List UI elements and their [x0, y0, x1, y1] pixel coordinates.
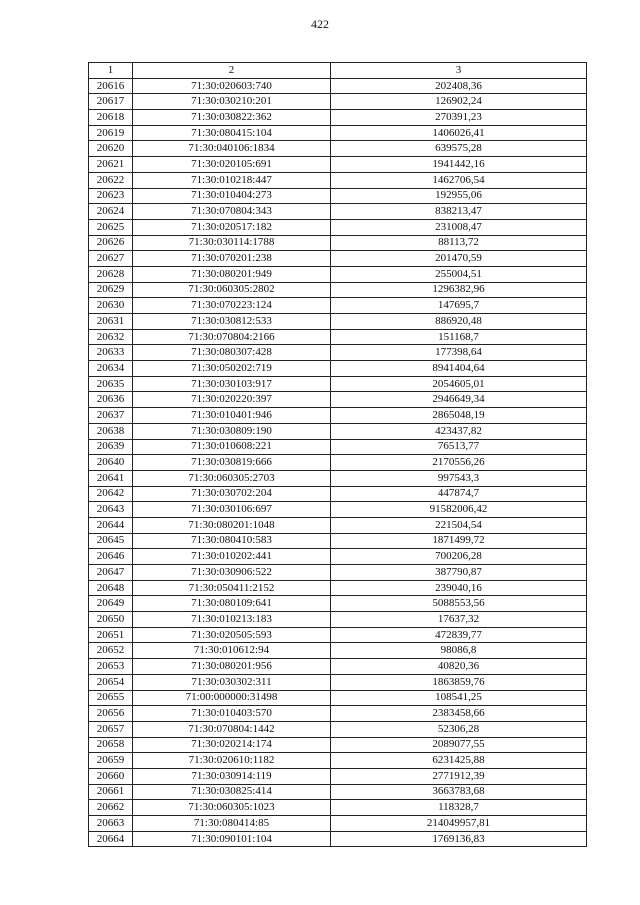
value-cell: 214049957,81: [331, 816, 587, 832]
table-row: [89, 423, 587, 439]
row-number-cell: 20623: [89, 188, 133, 204]
table-row: [89, 580, 587, 596]
value-cell: 423437,82: [331, 423, 587, 439]
cadastral-number-cell: 71:30:030809:190: [133, 423, 331, 439]
table-row: [89, 690, 587, 706]
row-number-cell: 20628: [89, 266, 133, 282]
value-cell: 2170556,26: [331, 455, 587, 471]
table-row: [89, 361, 587, 377]
row-number-cell: 20646: [89, 549, 133, 565]
table-row: [89, 768, 587, 784]
cadastral-number-cell: 71:30:010202:441: [133, 549, 331, 565]
table-row: [89, 204, 587, 220]
row-number-cell: 20630: [89, 298, 133, 314]
cadastral-number-cell: 71:30:030812:533: [133, 314, 331, 330]
value-cell: 2089077,55: [331, 737, 587, 753]
cadastral-number-cell: 71:30:080109:641: [133, 596, 331, 612]
table-row: [89, 706, 587, 722]
table-row: [89, 172, 587, 188]
value-cell: 239040,16: [331, 580, 587, 596]
value-cell: 1462706,54: [331, 172, 587, 188]
table-row: [89, 816, 587, 832]
row-number-cell: 20637: [89, 408, 133, 424]
cadastral-number-cell: 71:30:030825:414: [133, 784, 331, 800]
cadastral-number-cell: 71:30:020220:397: [133, 392, 331, 408]
row-number-cell: 20633: [89, 345, 133, 361]
table-row: [89, 235, 587, 251]
table-row: [89, 345, 587, 361]
row-number-cell: 20634: [89, 361, 133, 377]
table-row: [89, 110, 587, 126]
cadastral-number-cell: 71:30:040106:1834: [133, 141, 331, 157]
cadastral-number-cell: 71:30:080201:1048: [133, 517, 331, 533]
row-number-cell: 20644: [89, 517, 133, 533]
cadastral-number-cell: 71:30:070804:1442: [133, 721, 331, 737]
row-number-cell: 20636: [89, 392, 133, 408]
value-cell: 221504,54: [331, 517, 587, 533]
cadastral-number-cell: 71:30:010404:273: [133, 188, 331, 204]
value-cell: 76513,77: [331, 439, 587, 455]
row-number-cell: 20660: [89, 768, 133, 784]
table-row: [89, 784, 587, 800]
value-cell: 2865048,19: [331, 408, 587, 424]
cadastral-number-cell: 71:30:030114:1788: [133, 235, 331, 251]
cadastral-number-cell: 71:30:080415:104: [133, 125, 331, 141]
value-cell: 231008,47: [331, 219, 587, 235]
cadastral-number-cell: 71:30:010218:447: [133, 172, 331, 188]
table-row: [89, 721, 587, 737]
row-number-cell: 20653: [89, 659, 133, 675]
row-number-cell: 20654: [89, 674, 133, 690]
value-cell: 151168,7: [331, 329, 587, 345]
value-cell: 98086,8: [331, 643, 587, 659]
table-row: [89, 643, 587, 659]
row-number-cell: 20643: [89, 502, 133, 518]
table-row: [89, 125, 587, 141]
row-number-cell: 20642: [89, 486, 133, 502]
value-cell: 639575,28: [331, 141, 587, 157]
cadastral-number-cell: 71:30:080307:428: [133, 345, 331, 361]
row-number-cell: 20640: [89, 455, 133, 471]
cadastral-number-cell: 71:30:010612:94: [133, 643, 331, 659]
table-row: [89, 517, 587, 533]
table-row: [89, 157, 587, 173]
row-number-cell: 20625: [89, 219, 133, 235]
cadastral-number-cell: 71:30:030103:917: [133, 376, 331, 392]
value-cell: 8941404,64: [331, 361, 587, 377]
value-cell: 270391,23: [331, 110, 587, 126]
table-row: [89, 486, 587, 502]
table-row: [89, 266, 587, 282]
value-cell: 3663783,68: [331, 784, 587, 800]
table-row: [89, 596, 587, 612]
cadastral-number-cell: 71:30:060305:2802: [133, 282, 331, 298]
table-row: [89, 674, 587, 690]
cadastral-number-cell: 71:30:030702:204: [133, 486, 331, 502]
value-cell: 202408,36: [331, 78, 587, 94]
value-cell: 1296382,96: [331, 282, 587, 298]
row-number-cell: 20639: [89, 439, 133, 455]
cadastral-number-cell: 71:30:020505:593: [133, 627, 331, 643]
table-row: [89, 455, 587, 471]
value-cell: 700206,28: [331, 549, 587, 565]
row-number-cell: 20651: [89, 627, 133, 643]
row-number-cell: 20661: [89, 784, 133, 800]
cadastral-number-cell: 71:30:060305:1023: [133, 800, 331, 816]
header-row: [89, 63, 587, 79]
value-cell: 192955,06: [331, 188, 587, 204]
row-number-cell: 20656: [89, 706, 133, 722]
cadastral-number-cell: 71:30:080410:583: [133, 533, 331, 549]
cadastral-number-cell: 71:30:030906:522: [133, 565, 331, 581]
row-number-cell: 20620: [89, 141, 133, 157]
value-cell: 88113,72: [331, 235, 587, 251]
row-number-cell: 20648: [89, 580, 133, 596]
table-row: [89, 533, 587, 549]
cadastral-number-cell: 71:30:030822:362: [133, 110, 331, 126]
row-number-cell: 20626: [89, 235, 133, 251]
value-cell: 1863859,76: [331, 674, 587, 690]
table-row: [89, 141, 587, 157]
data-table: [88, 62, 587, 847]
table-row: [89, 502, 587, 518]
cadastral-number-cell: 71:30:030106:697: [133, 502, 331, 518]
cadastral-number-cell: 71:30:030914:119: [133, 768, 331, 784]
cadastral-number-cell: 71:30:030302:311: [133, 674, 331, 690]
value-cell: 6231425,88: [331, 753, 587, 769]
cadastral-number-cell: 71:30:030819:666: [133, 455, 331, 471]
table-row: [89, 800, 587, 816]
row-number-cell: 20649: [89, 596, 133, 612]
row-number-cell: 20650: [89, 612, 133, 628]
value-cell: 126902,24: [331, 94, 587, 110]
value-cell: 472839,77: [331, 627, 587, 643]
column-header-1: 1: [89, 63, 133, 79]
row-number-cell: 20655: [89, 690, 133, 706]
value-cell: 1769136,83: [331, 831, 587, 847]
value-cell: 1406026,41: [331, 125, 587, 141]
cadastral-number-cell: 71:30:050411:2152: [133, 580, 331, 596]
row-number-cell: 20632: [89, 329, 133, 345]
row-number-cell: 20624: [89, 204, 133, 220]
cadastral-number-cell: 71:30:020214:174: [133, 737, 331, 753]
cadastral-number-cell: 71:30:010213:183: [133, 612, 331, 628]
cadastral-number-cell: 71:30:010401:946: [133, 408, 331, 424]
value-cell: 52306,28: [331, 721, 587, 737]
value-cell: 40820,36: [331, 659, 587, 675]
cadastral-number-cell: 71:00:000000:31498: [133, 690, 331, 706]
table-row: [89, 94, 587, 110]
cadastral-number-cell: 71:30:020603:740: [133, 78, 331, 94]
value-cell: 255004,51: [331, 266, 587, 282]
row-number-cell: 20629: [89, 282, 133, 298]
table-header: [89, 63, 587, 79]
row-number-cell: 20662: [89, 800, 133, 816]
table-row: [89, 627, 587, 643]
cadastral-number-cell: 71:30:020517:182: [133, 219, 331, 235]
value-cell: 201470,59: [331, 251, 587, 267]
value-cell: 2771912,39: [331, 768, 587, 784]
value-cell: 177398,64: [331, 345, 587, 361]
value-cell: 1871499,72: [331, 533, 587, 549]
table-row: [89, 753, 587, 769]
row-number-cell: 20622: [89, 172, 133, 188]
cadastral-number-cell: 71:30:050202:719: [133, 361, 331, 377]
table-row: [89, 612, 587, 628]
cadastral-number-cell: 71:30:020610:1182: [133, 753, 331, 769]
value-cell: 2054605,01: [331, 376, 587, 392]
row-number-cell: 20645: [89, 533, 133, 549]
value-cell: 147695,7: [331, 298, 587, 314]
value-cell: 1941442,16: [331, 157, 587, 173]
value-cell: 387790,87: [331, 565, 587, 581]
cadastral-number-cell: 71:30:070804:2166: [133, 329, 331, 345]
value-cell: 886920,48: [331, 314, 587, 330]
value-cell: 2383458,66: [331, 706, 587, 722]
cadastral-number-cell: 71:30:080201:956: [133, 659, 331, 675]
row-number-cell: 20631: [89, 314, 133, 330]
table-row: [89, 219, 587, 235]
cadastral-number-cell: 71:30:090101:104: [133, 831, 331, 847]
row-number-cell: 20627: [89, 251, 133, 267]
table-row: [89, 549, 587, 565]
row-number-cell: 20619: [89, 125, 133, 141]
table-row: [89, 408, 587, 424]
row-number-cell: 20659: [89, 753, 133, 769]
table-row: [89, 737, 587, 753]
row-number-cell: 20616: [89, 78, 133, 94]
table-row: [89, 392, 587, 408]
row-number-cell: 20647: [89, 565, 133, 581]
row-number-cell: 20663: [89, 816, 133, 832]
cadastral-number-cell: 71:30:010403:570: [133, 706, 331, 722]
table-row: [89, 470, 587, 486]
table-row: [89, 329, 587, 345]
table-row: [89, 439, 587, 455]
value-cell: 17637,32: [331, 612, 587, 628]
table-row: [89, 188, 587, 204]
value-cell: 91582006,42: [331, 502, 587, 518]
cadastral-number-cell: 71:30:080414:85: [133, 816, 331, 832]
cadastral-number-cell: 71:30:010608:221: [133, 439, 331, 455]
page-number: 422: [311, 17, 329, 31]
cadastral-number-cell: 71:30:020105:691: [133, 157, 331, 173]
value-cell: 838213,47: [331, 204, 587, 220]
row-number-cell: 20617: [89, 94, 133, 110]
table-row: [89, 298, 587, 314]
table-body: [89, 78, 587, 847]
value-cell: 108541,25: [331, 690, 587, 706]
row-number-cell: 20621: [89, 157, 133, 173]
table-row: [89, 314, 587, 330]
value-cell: 118328,7: [331, 800, 587, 816]
row-number-cell: 20658: [89, 737, 133, 753]
cadastral-number-cell: 71:30:030210:201: [133, 94, 331, 110]
column-header-3: 3: [331, 63, 587, 79]
table-row: [89, 831, 587, 847]
row-number-cell: 20657: [89, 721, 133, 737]
table-row: [89, 659, 587, 675]
value-cell: 997543,3: [331, 470, 587, 486]
row-number-cell: 20641: [89, 470, 133, 486]
cadastral-number-cell: 71:30:070223:124: [133, 298, 331, 314]
table-row: [89, 78, 587, 94]
cadastral-number-cell: 71:30:080201:949: [133, 266, 331, 282]
table-row: [89, 251, 587, 267]
table-row: [89, 565, 587, 581]
value-cell: 2946649,34: [331, 392, 587, 408]
cadastral-number-cell: 71:30:060305:2703: [133, 470, 331, 486]
row-number-cell: 20635: [89, 376, 133, 392]
row-number-cell: 20664: [89, 831, 133, 847]
table-row: [89, 376, 587, 392]
row-number-cell: 20652: [89, 643, 133, 659]
value-cell: 5088553,56: [331, 596, 587, 612]
row-number-cell: 20618: [89, 110, 133, 126]
row-number-cell: 20638: [89, 423, 133, 439]
value-cell: 447874,7: [331, 486, 587, 502]
cadastral-number-cell: 71:30:070201:238: [133, 251, 331, 267]
cadastral-number-cell: 71:30:070804:343: [133, 204, 331, 220]
table-row: [89, 282, 587, 298]
column-header-2: 2: [133, 63, 331, 79]
